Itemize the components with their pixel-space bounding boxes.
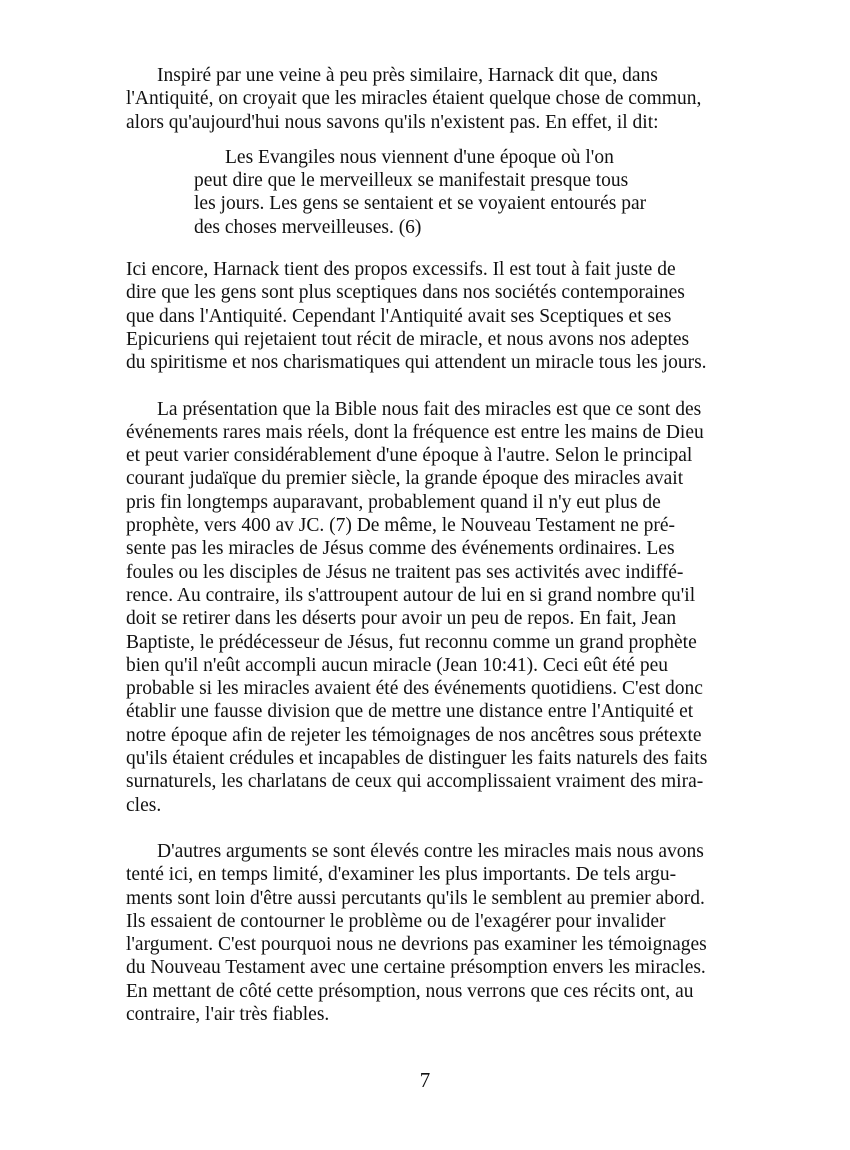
- text-line: doit se retirer dans les déserts pour avoir un peu de repos. En fait, Jean: [126, 608, 677, 630]
- quote-line: des choses merveilleuses. (6): [194, 216, 422, 238]
- text-line: événements rares mais réels, dont la fréquence est entre les mains de Dieu: [126, 421, 704, 443]
- quote-line: Les Evangiles nous viennent d'une époque où l'on: [225, 146, 614, 168]
- text-line: établir une fausse division que de mettre une distance entre l'Antiquité et: [126, 701, 694, 723]
- text-line: du Nouveau Testament avec une certaine présomption envers les miracles.: [126, 957, 706, 979]
- text-line: dire que les gens sont plus sceptiques dans nos sociétés contemporaines: [126, 282, 685, 304]
- page-number: 7: [419, 1068, 431, 1092]
- text-line: D'autres arguments se sont élevés contre les miracles mais nous avons: [157, 840, 704, 862]
- text-line: sente pas les miracles de Jésus comme des événements ordinaires. Les: [126, 538, 675, 560]
- text-line: probable si les miracles avaient été des événements quotidiens. C'est donc: [126, 678, 703, 700]
- text-line: pris fin longtemps auparavant, probablement quand il n'y eut plus de: [126, 491, 661, 513]
- text-line: notre époque afin de rejeter les témoignages de nos ancêtres sous prétexte: [126, 724, 702, 746]
- text-line: Inspiré par une veine à peu près similaire, Harnack dit que, dans: [157, 65, 658, 86]
- block-quote-harnack: [194, 146, 742, 239]
- text-line: Epicuriens qui rejetaient tout récit de miracle, et nous avons nos adeptes: [126, 328, 690, 350]
- text-line: du spiritisme et nos charismatiques qui attendent un miracle tous les jours.: [126, 352, 707, 374]
- text-line: Ils essaient de contourner le problème ou de l'exagérer pour invalider: [126, 910, 666, 932]
- text-line: prophète, vers 400 av JC. (7) De même, le Nouveau Testament ne pré-: [126, 515, 675, 537]
- text-line: contraire, l'air très fiables.: [126, 1003, 330, 1025]
- text-line: surnaturels, les charlatans de ceux qui accomplissaient vraiment des mira-: [126, 771, 704, 793]
- text-line: tenté ici, en temps limité, d'examiner les plus importants. De tels argu-: [126, 864, 677, 886]
- text-line: et peut varier considérablement d'une époque à l'autre. Selon le principal: [126, 445, 693, 467]
- text-line: que dans l'Antiquité. Cependant l'Antiquité avait ses Sceptiques et ses: [126, 305, 672, 327]
- paragraph-excessive-claims: [126, 258, 742, 374]
- text-line: En mettant de côté cette présomption, nous verrons que ces récits ont, au: [126, 980, 694, 1002]
- text-line: Baptiste, le prédécesseur de Jésus, fut reconnu comme un grand prophète: [126, 631, 697, 653]
- quote-line: les jours. Les gens se sentaient et se voyaient entourés par: [194, 193, 647, 215]
- paragraph-other-arguments: [126, 840, 742, 1026]
- text-line: foules ou les disciples de Jésus ne traitent pas ses activités avec indiffé-: [126, 561, 684, 583]
- paragraph-bible-presentation: [126, 398, 742, 817]
- text-line: qu'ils étaient crédules et incapables de distinguer les faits naturels des faits: [126, 748, 708, 770]
- text-line: alors qu'aujourd'hui nous savons qu'ils n'existent pas. En effet, il dit:: [126, 111, 659, 133]
- text-line: l'argument. C'est pourquoi nous ne devrions pas examiner les témoignages: [126, 934, 707, 956]
- text-line: La présentation que la Bible nous fait des miracles est que ce sont des: [157, 398, 702, 420]
- paragraph-harnack-intro: [126, 64, 742, 134]
- text-line: cles.: [126, 794, 162, 816]
- text-line: ments sont loin d'être aussi percutants qu'ils le semblent au premier abord.: [126, 887, 705, 909]
- text-line: bien qu'il n'eût accompli aucun miracle (Jean 10:41). Ceci eût été peu: [126, 654, 668, 676]
- document-body: [126, 64, 742, 1026]
- text-line: Ici encore, Harnack tient des propos excessifs. Il est tout à fait juste de: [126, 259, 676, 281]
- quote-line: peut dire que le merveilleux se manifestait presque tous: [194, 170, 629, 192]
- text-line: rence. Au contraire, ils s'attroupent autour de lui en si grand nombre qu'il: [126, 584, 696, 606]
- text-line: courant judaïque du premier siècle, la grande époque des miracles avait: [126, 468, 684, 490]
- text-line: l'Antiquité, on croyait que les miracles étaient quelque chose de commun,: [126, 88, 702, 110]
